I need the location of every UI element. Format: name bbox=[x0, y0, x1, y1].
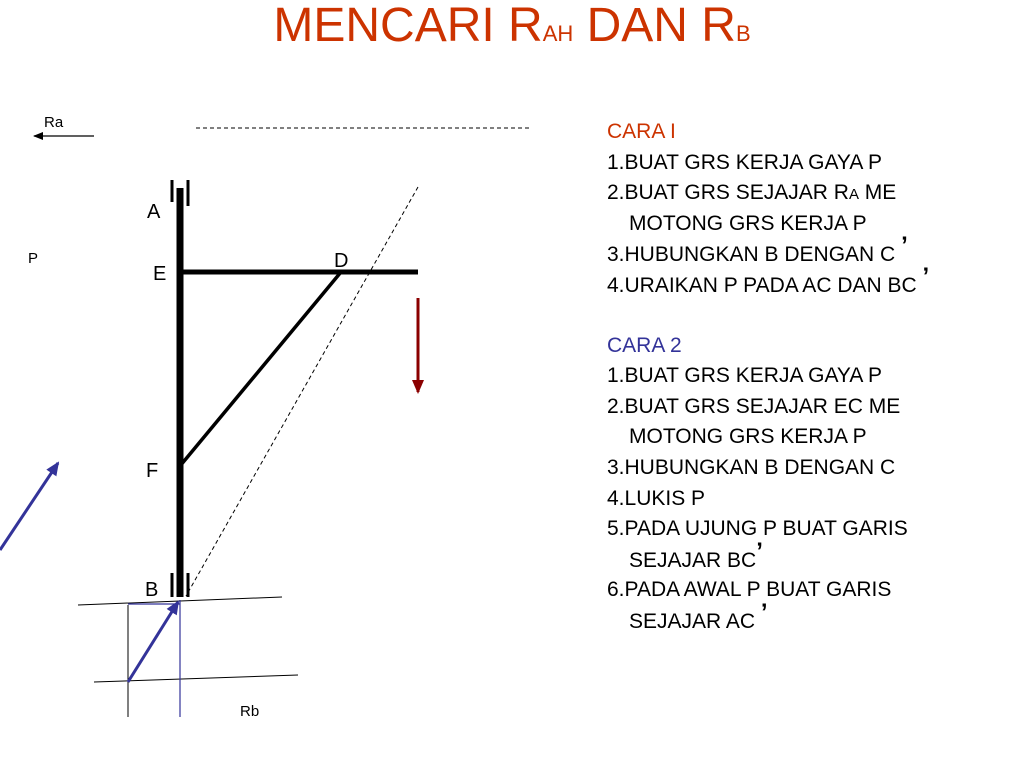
cara2-step5-cont bbox=[607, 537, 1022, 576]
label-b: B bbox=[145, 579, 159, 601]
cara1-step2-a: 2.BUAT GRS SEJAJAR R bbox=[607, 181, 849, 205]
cara1-step2-b: ME bbox=[858, 181, 897, 205]
label-d: D bbox=[334, 250, 349, 272]
polygon-line-bottom bbox=[94, 675, 298, 682]
cara2-step5-cont-text: SEJAJAR BC bbox=[629, 548, 757, 572]
label-rb: Rb bbox=[240, 703, 260, 720]
title-sub-ah: AH bbox=[542, 21, 574, 46]
title-main: MENCARI R bbox=[273, 0, 543, 52]
label-e: E bbox=[153, 263, 167, 285]
cara1-step4-prime: ’ bbox=[922, 262, 930, 290]
force-arrow-left bbox=[0, 463, 58, 550]
title-mid: DAN R bbox=[573, 0, 736, 52]
cara1-step2 bbox=[607, 178, 1022, 209]
cara1-step4 bbox=[607, 262, 1022, 301]
cara1-step3-prime: ’ bbox=[901, 232, 908, 260]
label-ra: Ra bbox=[44, 114, 64, 131]
label-p: P bbox=[28, 250, 39, 267]
title-sub-b: B bbox=[735, 21, 751, 46]
cara1-step4-text: 4.URAIKAN P PADA AC DAN BC bbox=[607, 273, 917, 297]
resultant-rb-arrow bbox=[128, 602, 178, 682]
cara2-step2-cont: MOTONG GRS KERJA P bbox=[629, 425, 867, 449]
cara2-step6-prime: ’ bbox=[760, 598, 768, 626]
cara2-step6-cont-text: SEJAJAR AC bbox=[629, 609, 756, 633]
cara1-heading: CARA I bbox=[607, 120, 676, 143]
cara2-heading: CARA 2 bbox=[607, 333, 682, 357]
section-gap bbox=[607, 301, 1022, 331]
cara1-step2-cont: MOTONG GRS KERJA P bbox=[629, 211, 867, 235]
cara2-step6: 6.PADA AWAL P BUAT GARIS bbox=[607, 578, 892, 602]
cara1-step2-sub: A bbox=[848, 186, 859, 204]
label-f: F bbox=[146, 460, 159, 482]
cara1-step3-text: 3.HUBUNGKAN B DENGAN C bbox=[607, 243, 896, 267]
cara1-step3 bbox=[607, 232, 1022, 270]
cara2-step5-prime: ’ bbox=[756, 537, 763, 565]
dashed-line-of-action bbox=[186, 187, 418, 596]
cara2-step4: 4.LUKIS P bbox=[607, 486, 706, 510]
member-df bbox=[180, 272, 341, 466]
cara2-step5: 5.PADA UJUNG P BUAT GARIS bbox=[607, 517, 908, 541]
label-a: A bbox=[147, 201, 161, 223]
cara2-step1: 1.BUAT GRS KERJA GAYA P bbox=[607, 364, 883, 388]
cara1-step1: 1.BUAT GRS KERJA GAYA P bbox=[607, 150, 883, 174]
cara2-step6-cont bbox=[607, 598, 1022, 637]
cara2-step3: 3.HUBUNGKAN B DENGAN C bbox=[607, 455, 896, 479]
procedure-steps bbox=[607, 117, 1022, 637]
cara2-step2: 2.BUAT GRS SEJAJAR EC ME bbox=[607, 394, 901, 418]
